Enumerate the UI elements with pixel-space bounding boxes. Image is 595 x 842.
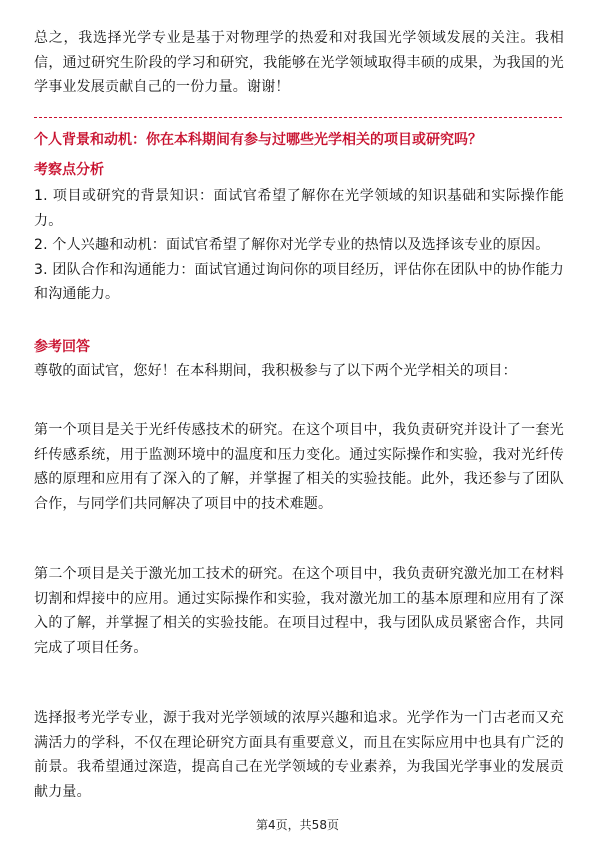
answer-section (34, 335, 564, 384)
analysis-item-3: 3. 团队合作和沟通能力：面试官通过询问你的项目经历，评估你在团队中的协作能力和沟通能力。 (34, 261, 564, 302)
question-block (34, 128, 564, 152)
answer-paragraph-project-1: 第一个项目是关于光纤传感技术的研究。在这个项目中，我负责研究并设计了一套光纤传感系统，用于监测环境中的温度和压力变化。通过实际操作和实验，我对光纤传感的原理和应用有了深入的了解，并掌握了相关的实验技能。此外，我还参与了团队合作，与同学们共同解决了项目中的技术难题。 (34, 422, 564, 512)
question-heading: 个人背景和动机：你在本科期间有参与过哪些光学相关的项目或研究吗？ (34, 132, 482, 148)
answer-label: 参考回答 (34, 339, 90, 355)
answer-paragraph-motivation: 选择报考光学专业，源于我对光学领域的浓厚兴趣和追求。光学作为一门古老而又充满活力的学科，不仅在理论研究方面具有重要意义，而且在实际应用中也具有广泛的前景。我希望通过深造，提高自己在光学领域的专业素养，为我国光学事业的发展贡献力量。 (34, 710, 564, 800)
answer-paragraph-block-2 (34, 562, 564, 660)
answer-paragraph-block-3 (34, 706, 564, 804)
analysis-section (34, 158, 564, 307)
answer-paragraph-greeting: 尊敬的面试官，您好！在本科期间，我积极参与了以下两个光学相关的项目： (34, 363, 517, 379)
analysis-item-1: 1. 项目或研究的背景知识：面试官希望了解你在光学领域的知识基础和实际操作能力。 (34, 188, 564, 229)
page-footer: 第4页，共58页 (256, 818, 339, 832)
answer-paragraph-project-2: 第二个项目是关于激光加工技术的研究。在这个项目中，我负责研究激光加工在材料切割和焊接中的应用。通过实际操作和实验，我对激光加工的基本原理和应用有了深入的了解，并掌握了相关的实验技能。在项目过程中，我与团队成员紧密合作，共同完成了项目任务。 (34, 566, 564, 656)
intro-conclusion-block (34, 26, 564, 100)
analysis-label: 考察点分析 (34, 162, 104, 178)
answer-paragraph-block-1 (34, 418, 564, 516)
analysis-item-2: 2. 个人兴趣和动机：面试官希望了解你对光学专业的热情以及选择该专业的原因。 (34, 237, 550, 253)
intro-conclusion-paragraph: 总之，我选择光学专业是基于对物理学的热爱和对我国光学领域发展的关注。我相信，通过研究生阶段的学习和研究，我能够在光学领域取得丰硕的成果，为我国的光学事业发展贡献自己的一份力量。谢谢！ (34, 30, 564, 95)
section-divider (34, 117, 562, 118)
